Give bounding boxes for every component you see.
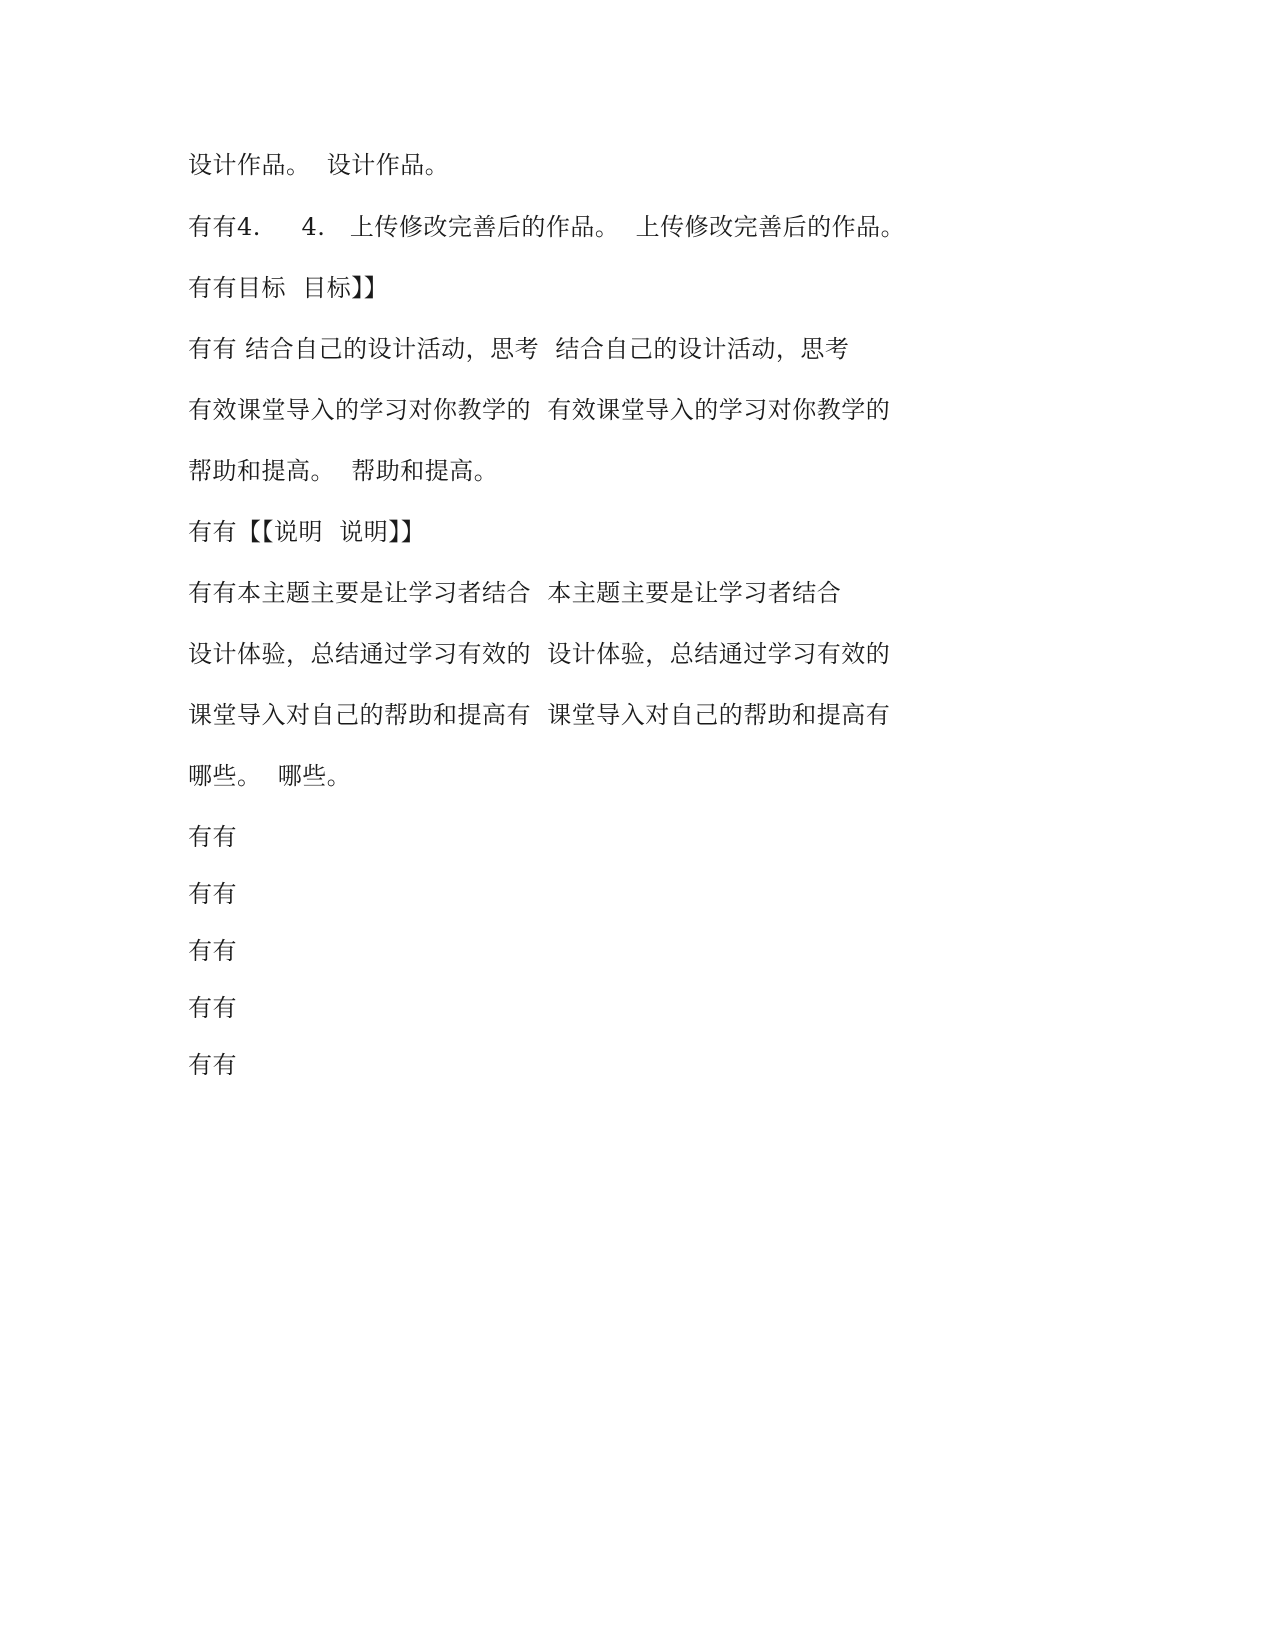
- text-line: 有有目标 目标】】: [188, 274, 389, 302]
- text-line: 设计作品。 设计作品。: [188, 151, 450, 179]
- text-line: 有有: [188, 937, 237, 965]
- text-line: 有有本主题主要是让学习者结合 本主题主要是让学习者结合: [188, 579, 842, 607]
- text-line: 有有 结合自己的设计活动，思考 结合自己的设计活动，思考: [188, 335, 850, 363]
- text-line: 有有: [188, 1051, 237, 1079]
- text-line: 有有4. 4. 上传修改完善后的作品。 上传修改完善后的作品。: [188, 213, 906, 241]
- text-line: 有有: [188, 823, 237, 851]
- text-line: 哪些。 哪些。: [188, 762, 352, 790]
- text-line: 有有: [188, 880, 237, 908]
- text-line: 设计体验，总结通过学习有效的 设计体验，总结通过学习有效的: [188, 640, 891, 668]
- text-line: 课堂导入对自己的帮助和提高有 课堂导入对自己的帮助和提高有: [188, 701, 891, 729]
- text-line: 有效课堂导入的学习对你教学的 有效课堂导入的学习对你教学的: [188, 396, 891, 424]
- text-line: 有有: [188, 994, 237, 1022]
- text-line: 帮助和提高。 帮助和提高。: [188, 457, 499, 485]
- text-line: 有有【【说明 说明】】: [188, 518, 426, 546]
